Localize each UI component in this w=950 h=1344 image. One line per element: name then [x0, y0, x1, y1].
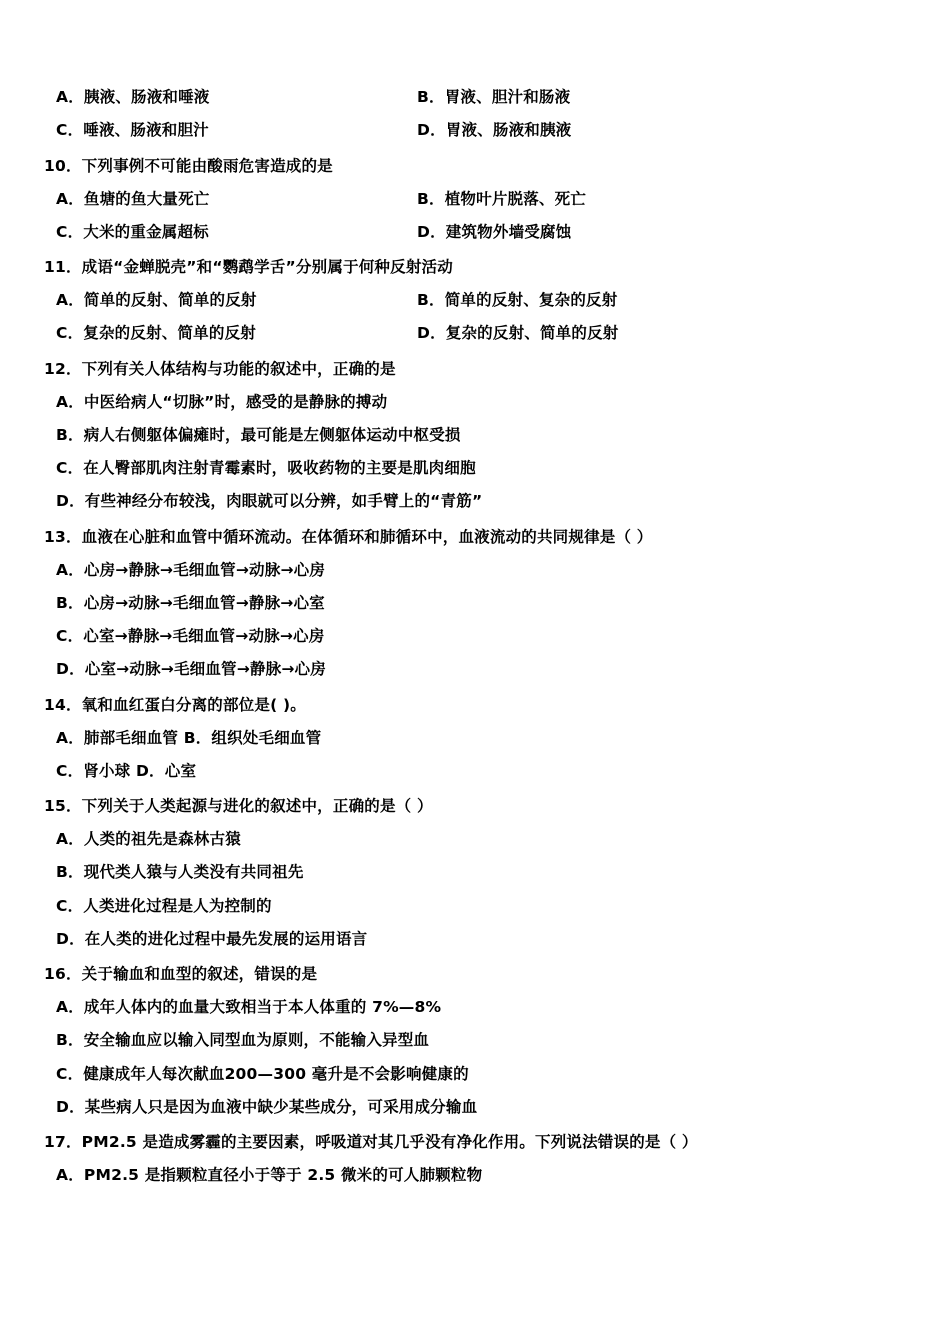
- question-stem: 11．成语“金蝉脱壳”和“鹦鹉学舌”分别属于何种反射活动: [44, 258, 453, 277]
- question-block-q12: [44, 357, 890, 514]
- question-block-q13: [44, 525, 890, 682]
- option-b: B．心房→动脉→毛细血管→静脉→心室: [56, 593, 325, 612]
- option-c: C．人类进化过程是人为控制的: [56, 896, 272, 915]
- option-row: [44, 289, 890, 312]
- option-b: B．简单的反射、复杂的反射: [417, 291, 618, 310]
- question-block-q11: [44, 255, 890, 346]
- option-d: D．在人类的进化过程中最先发展的运用语言: [56, 929, 368, 948]
- option-a-b: A．肺部毛细血管 B．组织处毛细血管: [56, 728, 322, 747]
- option-b: B．胃液、胆汁和肠液: [417, 88, 571, 106]
- option-row: [44, 188, 890, 211]
- option-a: A．中医给病人“切脉”时，感受的是静脉的搏动: [56, 392, 388, 411]
- question-stem: 13．血液在心脏和血管中循环流动。在体循环和肺循环中，血液流动的共同规律是（ ）: [44, 527, 653, 546]
- question-stem: 10．下列事例不可能由酸雨危害造成的是: [44, 156, 333, 175]
- option-a: A．成年人体内的血量大致相当于本人体重的 7%—8%: [56, 998, 442, 1017]
- option-c: C．复杂的反射、简单的反射: [56, 324, 256, 343]
- question-block-q15: [44, 794, 890, 951]
- option-a: A．PM2.5 是指颗粒直径小于等于 2.5 微米的可人肺颗粒物: [56, 1166, 483, 1185]
- option-row: [44, 119, 890, 142]
- option-c-d: C．肾小球 D．心室: [56, 761, 197, 780]
- option-d: D．建筑物外墙受腐蚀: [417, 222, 572, 241]
- option-d: D．胃液、肠液和胰液: [417, 121, 572, 140]
- option-c: C．大米的重金属超标: [56, 222, 209, 241]
- option-b: B．病人右侧躯体偏瘫时，最可能是左侧躯体运动中枢受损: [56, 425, 461, 444]
- option-c: C．在人臀部肌肉注射青霉素时，吸收药物的主要是肌肉细胞: [56, 459, 476, 478]
- option-row: [44, 221, 890, 244]
- option-d: D．心室→动脉→毛细血管→静脉→心房: [56, 660, 326, 679]
- option-b: B．安全输血应以输入同型血为原则，不能输入异型血: [56, 1031, 430, 1050]
- option-a: A．人类的祖先是森林古猿: [56, 830, 241, 849]
- question-block-q17: [44, 1130, 890, 1187]
- option-d: D．某些病人只是因为血液中缺少某些成分，可采用成分输血: [56, 1097, 478, 1116]
- question-stem: 12．下列有关人体结构与功能的叙述中，正确的是: [44, 359, 396, 378]
- question-block-q10: [44, 154, 890, 245]
- option-d: D．复杂的反射、简单的反射: [417, 324, 619, 343]
- question-block-q14: [44, 693, 890, 784]
- option-a: A．鱼塘的鱼大量死亡: [56, 189, 210, 208]
- option-c: C．心室→静脉→毛细血管→动脉→心房: [56, 627, 325, 646]
- option-d: D．有些神经分布较浅，肉眼就可以分辨，如手臂上的“青筋”: [56, 492, 483, 511]
- question-stem: 17．PM2.5 是造成雾霾的主要因素，呼吸道对其几乎没有净化作用。下列说法错误的是（ ）: [44, 1133, 698, 1152]
- option-b: B．现代类人猿与人类没有共同祖先: [56, 863, 304, 882]
- option-b: B．植物叶片脱落、死亡: [417, 189, 587, 208]
- option-row: [44, 86, 890, 109]
- question-stem: 15．下列关于人类起源与进化的叙述中，正确的是（ ）: [44, 797, 433, 816]
- option-row: [44, 322, 890, 345]
- question-stem: 14．氧和血红蛋白分离的部位是( )。: [44, 695, 306, 714]
- question-block-q16: [44, 962, 890, 1119]
- option-c: C．健康成年人每次献血200—300 毫升是不会影响健康的: [56, 1064, 469, 1083]
- question-stem: 16．关于输血和血型的叙述，错误的是: [44, 965, 318, 984]
- option-a: A．简单的反射、简单的反射: [56, 291, 257, 310]
- option-c: C．唾液、肠液和胆汁: [56, 121, 209, 140]
- option-a: A．胰液、肠液和唾液: [56, 88, 210, 106]
- option-a: A．心房→静脉→毛细血管→动脉→心房: [56, 560, 326, 579]
- question-block-q9: [44, 86, 890, 143]
